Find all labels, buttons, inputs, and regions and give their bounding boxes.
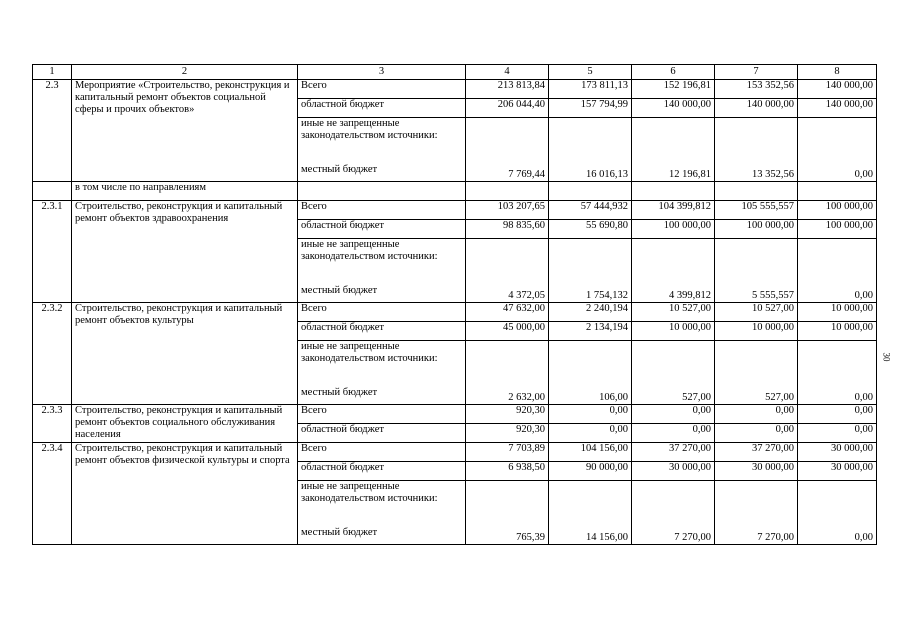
empty-cell <box>466 118 549 164</box>
value-cell: 7 270,00 <box>715 527 798 545</box>
value-cell: 100 000,00 <box>798 220 877 239</box>
value-cell: 10 000,00 <box>798 322 877 341</box>
source-label: иные не запрещенные законодательством источники: <box>298 118 466 164</box>
source-label: Всего <box>298 201 466 220</box>
value-cell: 2 240,194 <box>549 303 632 322</box>
value-cell: 103 207,65 <box>466 201 549 220</box>
value-cell: 140 000,00 <box>798 80 877 99</box>
value-cell: 13 352,56 <box>715 164 798 182</box>
value-cell: 104 399,812 <box>632 201 715 220</box>
value-cell: 157 794,99 <box>549 99 632 118</box>
value-cell: 0,00 <box>798 387 877 405</box>
empty-cell <box>798 118 877 164</box>
empty-cell <box>632 182 715 201</box>
value-cell: 0,00 <box>715 405 798 424</box>
value-cell: 206 044,40 <box>466 99 549 118</box>
header-cell: 6 <box>632 65 715 80</box>
value-cell: 106,00 <box>549 387 632 405</box>
value-cell: 920,30 <box>466 424 549 443</box>
header-cell: 4 <box>466 65 549 80</box>
source-label: Всего <box>298 443 466 462</box>
value-cell: 1 754,132 <box>549 285 632 303</box>
source-label: иные не запрещенные законодательством источники: <box>298 239 466 285</box>
value-cell: 30 000,00 <box>798 462 877 481</box>
value-cell: 37 270,00 <box>632 443 715 462</box>
empty-cell <box>549 239 632 285</box>
header-cell: 7 <box>715 65 798 80</box>
empty-cell <box>632 118 715 164</box>
value-cell: 173 811,13 <box>549 80 632 99</box>
empty-cell <box>632 481 715 527</box>
value-cell: 0,00 <box>632 424 715 443</box>
empty-cell <box>549 341 632 387</box>
value-cell: 104 156,00 <box>549 443 632 462</box>
empty-cell <box>798 182 877 201</box>
value-cell: 55 690,80 <box>549 220 632 239</box>
value-cell: 100 000,00 <box>798 201 877 220</box>
value-cell: 12 196,81 <box>632 164 715 182</box>
value-cell: 527,00 <box>632 387 715 405</box>
value-cell: 90 000,00 <box>549 462 632 481</box>
empty-cell <box>33 182 72 201</box>
source-label: местный бюджет <box>298 164 466 182</box>
source-label: областной бюджет <box>298 220 466 239</box>
item-code: 2.3.3 <box>33 405 72 443</box>
value-cell: 4 372,05 <box>466 285 549 303</box>
empty-cell <box>715 239 798 285</box>
budget-table <box>32 64 877 545</box>
value-cell: 7 270,00 <box>632 527 715 545</box>
value-cell: 37 270,00 <box>715 443 798 462</box>
item-code: 2.3.4 <box>33 443 72 545</box>
item-code: 2.3.2 <box>33 303 72 405</box>
table-body <box>33 65 877 545</box>
value-cell: 10 000,00 <box>798 303 877 322</box>
item-name: Строительство, реконструкция и капитальный ремонт объектов социального обслуживания населения <box>72 405 298 443</box>
empty-cell <box>466 239 549 285</box>
source-label: иные не запрещенные законодательством источники: <box>298 341 466 387</box>
value-cell: 0,00 <box>798 424 877 443</box>
value-cell: 30 000,00 <box>632 462 715 481</box>
source-label: Всего <box>298 80 466 99</box>
empty-cell <box>466 481 549 527</box>
table-row <box>33 201 877 220</box>
value-cell: 140 000,00 <box>798 99 877 118</box>
empty-cell <box>549 118 632 164</box>
page-number: 30 <box>881 352 892 362</box>
header-cell: 8 <box>798 65 877 80</box>
empty-cell <box>715 118 798 164</box>
value-cell: 0,00 <box>632 405 715 424</box>
value-cell: 0,00 <box>798 285 877 303</box>
value-cell: 10 000,00 <box>715 322 798 341</box>
item-code: 2.3.1 <box>33 201 72 303</box>
item-code: 2.3 <box>33 80 72 182</box>
empty-cell <box>715 182 798 201</box>
header-cell: 5 <box>549 65 632 80</box>
empty-cell <box>715 341 798 387</box>
table-row <box>33 80 877 99</box>
value-cell: 153 352,56 <box>715 80 798 99</box>
empty-cell <box>298 182 466 201</box>
table-row <box>33 182 877 201</box>
empty-cell <box>798 239 877 285</box>
source-label: иные не запрещенные законодательством источники: <box>298 481 466 527</box>
empty-cell <box>715 481 798 527</box>
empty-cell <box>798 481 877 527</box>
value-cell: 57 444,932 <box>549 201 632 220</box>
value-cell: 0,00 <box>798 405 877 424</box>
value-cell: 16 016,13 <box>549 164 632 182</box>
source-label: Всего <box>298 303 466 322</box>
value-cell: 100 000,00 <box>632 220 715 239</box>
value-cell: 7 703,89 <box>466 443 549 462</box>
source-label: Всего <box>298 405 466 424</box>
value-cell: 100 000,00 <box>715 220 798 239</box>
value-cell: 0,00 <box>715 424 798 443</box>
item-name: Строительство, реконструкция и капитальный ремонт объектов здравоохранения <box>72 201 298 303</box>
source-label: областной бюджет <box>298 322 466 341</box>
table-row <box>33 443 877 462</box>
value-cell: 0,00 <box>798 527 877 545</box>
value-cell: 2 134,194 <box>549 322 632 341</box>
empty-cell <box>798 341 877 387</box>
table-row <box>33 303 877 322</box>
source-label: местный бюджет <box>298 285 466 303</box>
value-cell: 105 555,557 <box>715 201 798 220</box>
value-cell: 30 000,00 <box>798 443 877 462</box>
header-cell: 3 <box>298 65 466 80</box>
value-cell: 527,00 <box>715 387 798 405</box>
item-name: Мероприятие «Строительство, реконструкция и капитальный ремонт объектов социальной сферы и прочих объектов» <box>72 80 298 182</box>
value-cell: 0,00 <box>798 164 877 182</box>
value-cell: 152 196,81 <box>632 80 715 99</box>
value-cell: 5 555,557 <box>715 285 798 303</box>
value-cell: 7 769,44 <box>466 164 549 182</box>
value-cell: 6 938,50 <box>466 462 549 481</box>
table-row <box>33 405 877 424</box>
header-cell: 2 <box>72 65 298 80</box>
source-label: местный бюджет <box>298 387 466 405</box>
empty-cell <box>549 481 632 527</box>
value-cell: 10 527,00 <box>715 303 798 322</box>
value-cell: 140 000,00 <box>632 99 715 118</box>
value-cell: 14 156,00 <box>549 527 632 545</box>
value-cell: 10 527,00 <box>632 303 715 322</box>
directions-label: в том числе по направлениям <box>72 182 298 201</box>
source-label: местный бюджет <box>298 527 466 545</box>
value-cell: 98 835,60 <box>466 220 549 239</box>
source-label: областной бюджет <box>298 462 466 481</box>
value-cell: 4 399,812 <box>632 285 715 303</box>
empty-cell <box>466 182 549 201</box>
source-label: областной бюджет <box>298 424 466 443</box>
value-cell: 0,00 <box>549 405 632 424</box>
value-cell: 10 000,00 <box>632 322 715 341</box>
value-cell: 0,00 <box>549 424 632 443</box>
source-label: областной бюджет <box>298 99 466 118</box>
empty-cell <box>549 182 632 201</box>
value-cell: 765,39 <box>466 527 549 545</box>
value-cell: 47 632,00 <box>466 303 549 322</box>
empty-cell <box>632 341 715 387</box>
value-cell: 920,30 <box>466 405 549 424</box>
header-row <box>33 65 877 80</box>
value-cell: 2 632,00 <box>466 387 549 405</box>
value-cell: 213 813,84 <box>466 80 549 99</box>
value-cell: 140 000,00 <box>715 99 798 118</box>
empty-cell <box>466 341 549 387</box>
header-cell: 1 <box>33 65 72 80</box>
item-name: Строительство, реконструкция и капитальный ремонт объектов физической культуры и спорта <box>72 443 298 545</box>
item-name: Строительство, реконструкция и капитальный ремонт объектов культуры <box>72 303 298 405</box>
value-cell: 30 000,00 <box>715 462 798 481</box>
value-cell: 45 000,00 <box>466 322 549 341</box>
empty-cell <box>632 239 715 285</box>
